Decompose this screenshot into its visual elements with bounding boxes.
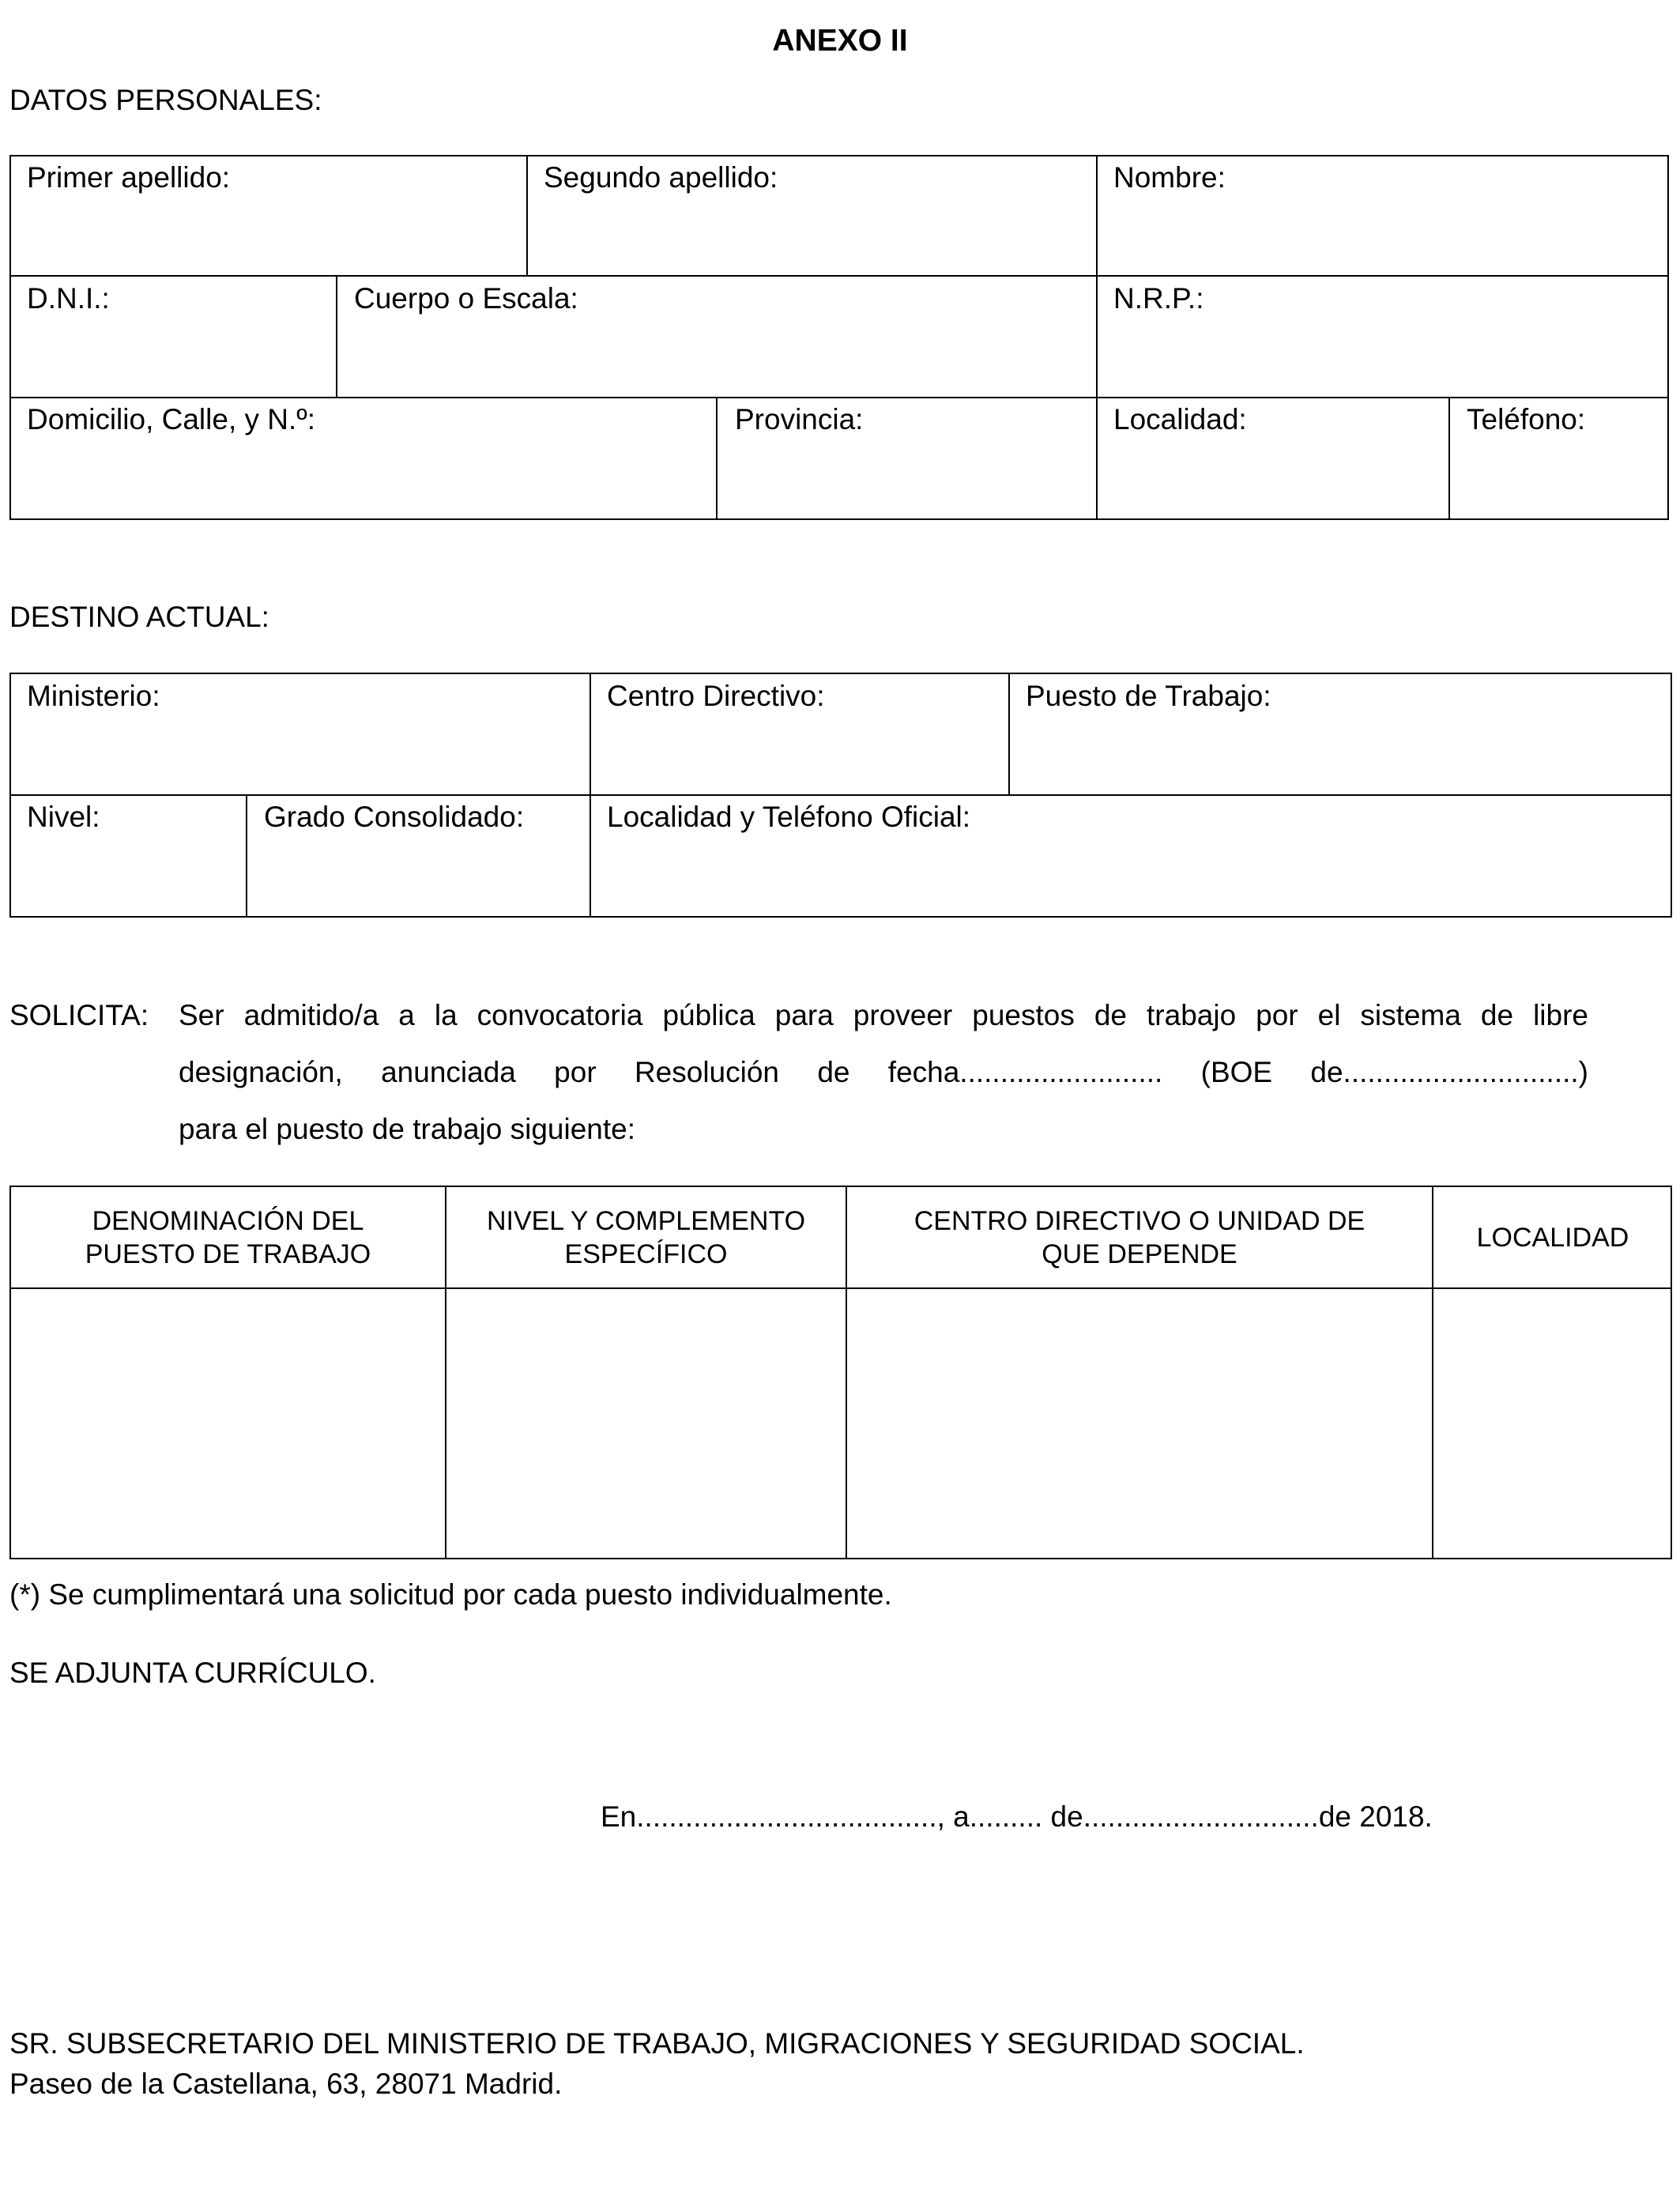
field-puesto-trabajo[interactable]: Puesto de Trabajo: bbox=[1026, 680, 1271, 712]
field-telefono[interactable]: Teléfono: bbox=[1467, 403, 1586, 435]
field-primer-apellido[interactable]: Primer apellido: bbox=[27, 161, 231, 194]
field-segundo-apellido[interactable]: Segundo apellido: bbox=[544, 161, 778, 194]
cell-denominacion[interactable] bbox=[11, 1289, 445, 1558]
col-header-centro-directivo: CENTRO DIRECTIVO O UNIDAD DE QUE DEPENDE bbox=[913, 1205, 1365, 1269]
destino-heading: DESTINO ACTUAL: bbox=[9, 601, 269, 633]
field-grado-consolidado[interactable]: Grado Consolidado: bbox=[264, 801, 525, 833]
footnote: (*) Se cumplimentará una solicitud por cada puesto individualmente. bbox=[9, 1578, 892, 1611]
field-nrp[interactable]: N.R.P.: bbox=[1113, 282, 1204, 315]
solicita-label: SOLICITA: bbox=[9, 999, 149, 1031]
solicita-line-2: designación, anunciada por Resolución de fecha......................... (BOE de.............................) bbox=[179, 1056, 1588, 1088]
field-ministerio[interactable]: Ministerio: bbox=[27, 680, 160, 712]
date-place-line: En....................................., a......... de.............................de 2018. bbox=[601, 1800, 1433, 1833]
field-nivel[interactable]: Nivel: bbox=[27, 801, 100, 833]
field-localidad-telefono-oficial[interactable]: Localidad y Teléfono Oficial: bbox=[607, 801, 971, 833]
field-cuerpo-escala[interactable]: Cuerpo o Escala: bbox=[354, 282, 578, 315]
cell-nivel-complemento[interactable] bbox=[446, 1289, 846, 1558]
addressee-line-2: Paseo de la Castellana, 63, 28071 Madrid. bbox=[9, 2068, 563, 2100]
addressee-line-1: SR. SUBSECRETARIO DEL MINISTERIO DE TRABAJO, MIGRACIONES Y SEGURIDAD SOCIAL. bbox=[9, 2027, 1305, 2060]
page-title: ANEXO II bbox=[772, 24, 908, 58]
solicita-line-1: Ser admitido/a a la convocatoria pública para proveer puestos de trabajo por el sistema de libre bbox=[179, 999, 1588, 1031]
col-header-localidad: LOCALIDAD bbox=[1476, 1222, 1629, 1253]
cell-centro-directivo[interactable] bbox=[847, 1289, 1432, 1558]
field-localidad[interactable]: Localidad: bbox=[1113, 403, 1247, 435]
field-provincia[interactable]: Provincia: bbox=[735, 403, 864, 435]
solicita-line-3: para el puesto de trabajo siguiente: bbox=[179, 1113, 636, 1145]
field-dni[interactable]: D.N.I.: bbox=[27, 282, 110, 315]
adjunta-curriculo: SE ADJUNTA CURRÍCULO. bbox=[9, 1657, 376, 1689]
col-header-nivel-complemento: NIVEL Y COMPLEMENTO ESPECÍFICO bbox=[486, 1205, 806, 1269]
field-domicilio[interactable]: Domicilio, Calle, y N.º: bbox=[27, 403, 316, 435]
field-centro-directivo[interactable]: Centro Directivo: bbox=[607, 680, 825, 712]
col-header-denominacion: DENOMINACIÓN DEL PUESTO DE TRABAJO bbox=[85, 1205, 371, 1269]
cell-localidad[interactable] bbox=[1433, 1289, 1672, 1558]
field-nombre[interactable]: Nombre: bbox=[1113, 161, 1226, 194]
personal-heading: DATOS PERSONALES: bbox=[9, 84, 322, 116]
